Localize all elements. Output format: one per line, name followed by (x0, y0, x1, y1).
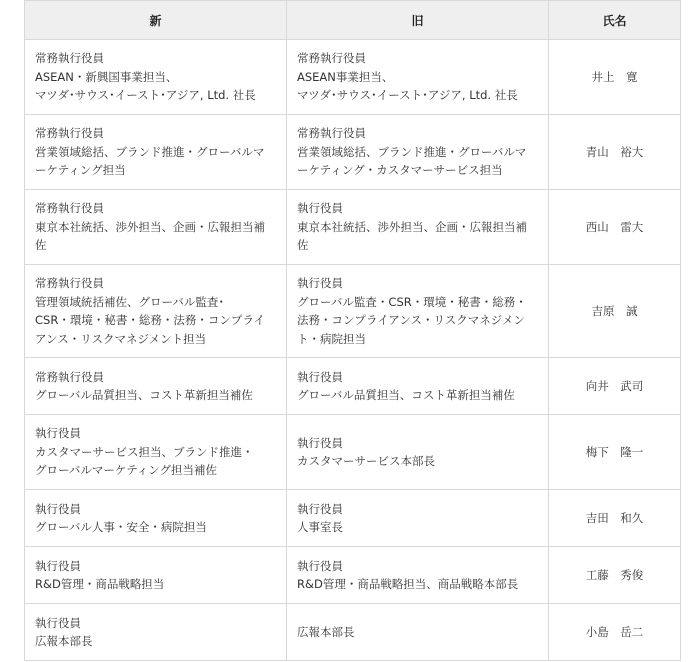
position-line: 広報本部長 (35, 634, 93, 648)
cell-new-position (25, 415, 287, 490)
position-line: アンス・リスクマネジメント担当 (35, 331, 207, 346)
position-line: ト・病院担当 (297, 331, 366, 346)
position-line: 執行役員 (297, 276, 343, 290)
position-line: グローバル人事・安全・病院担当 (35, 520, 207, 534)
cell-person-name: 吉原 誠 (549, 265, 681, 358)
position-line: 常務執行役員 (297, 126, 366, 141)
position-line: ASEAN・新興国事業担当、 (35, 69, 178, 84)
table-row (25, 358, 681, 415)
cell-person-name: 向井 武司 (549, 358, 681, 415)
cell-new-position (25, 265, 287, 358)
cell-old-position (287, 604, 549, 661)
position-line: 佐 (35, 238, 47, 253)
position-line: 執行役員 (297, 369, 343, 384)
cell-person-name: 工藤 秀俊 (549, 547, 681, 604)
cell-new-position (25, 490, 287, 547)
position-line: グローバルマーケティング担当補佐 (35, 463, 218, 478)
table-row (25, 115, 681, 190)
cell-new-position (25, 40, 287, 115)
position-line: R&D管理・商品戦略担当、商品戦略本部長 (297, 577, 519, 591)
position-line: 東京本社統括、渉外担当、企画・広報担当補 (297, 219, 527, 234)
cell-new-position (25, 358, 287, 415)
position-line: 執行役員 (35, 426, 81, 441)
position-line: ASEAN事業担当、 (297, 69, 394, 84)
cell-person-name: 小島 岳二 (549, 604, 681, 661)
cell-old-position (287, 265, 549, 358)
appointments-table (24, 0, 681, 661)
table-row (25, 490, 681, 547)
position-line: グローバル監査・CSR・環境・秘書・総務・ (297, 294, 527, 309)
header-new: 新 (25, 1, 287, 40)
cell-old-position (287, 40, 549, 115)
position-line: 常務執行役員 (35, 51, 104, 66)
position-line: 執行役員 (297, 501, 343, 516)
cell-new-position (25, 604, 287, 661)
position-line: マツダ･サウス･イースト･アジア, Ltd. 社長 (297, 88, 518, 103)
cell-person-name: 梅下 隆一 (549, 415, 681, 490)
position-line: 常務執行役員 (297, 51, 366, 66)
header-row (25, 1, 681, 40)
position-line: 常務執行役員 (35, 369, 104, 384)
position-line: 広報本部長 (297, 624, 355, 639)
cell-person-name: 吉田 和久 (549, 490, 681, 547)
header-name: 氏名 (549, 1, 681, 40)
position-line: グローバル品質担当、コスト革新担当補佐 (297, 388, 515, 402)
cell-old-position (287, 190, 549, 265)
position-line: 人事室長 (297, 520, 343, 534)
position-line: CSR・環境・秘書・総務・法務・コンプライ (35, 313, 265, 327)
position-line: 常務執行役員 (35, 276, 104, 290)
position-line: カスタマーサービス担当、ブランド推進・ (35, 444, 254, 459)
position-line: 佐 (297, 238, 309, 253)
position-line: R&D管理・商品戦略担当 (35, 577, 165, 591)
position-line: 常務執行役員 (35, 126, 104, 141)
table-row (25, 265, 681, 358)
position-line: 法務・コンプライアンス・リスクマネジメン (297, 313, 525, 327)
position-line: 東京本社統括、渉外担当、企画・広報担当補 (35, 219, 265, 234)
position-line: 営業領域総括、ブランド推進・グローバルマ (297, 144, 527, 159)
position-line: グローバル品質担当、コスト革新担当補佐 (35, 388, 253, 402)
position-line: マツダ･サウス･イースト･アジア, Ltd. 社長 (35, 88, 256, 103)
table-body (25, 40, 681, 661)
cell-new-position (25, 547, 287, 604)
position-line: 執行役員 (297, 558, 343, 573)
cell-old-position (287, 490, 549, 547)
position-line: 営業領域総括、ブランド推進・グローバルマ (35, 144, 265, 159)
table-row (25, 604, 681, 661)
cell-old-position (287, 115, 549, 190)
cell-person-name: 西山 雷大 (549, 190, 681, 265)
position-line: 執行役員 (297, 435, 343, 450)
position-line: 執行役員 (297, 201, 343, 216)
position-line: 管理領域統括補佐、グローバル監査･ (35, 294, 225, 309)
cell-old-position (287, 358, 549, 415)
cell-old-position (287, 415, 549, 490)
table-row (25, 40, 681, 115)
cell-new-position (25, 115, 287, 190)
header-old: 旧 (287, 1, 549, 40)
cell-new-position (25, 190, 287, 265)
table-row (25, 190, 681, 265)
cell-person-name: 青山 裕大 (549, 115, 681, 190)
position-line: 執行役員 (35, 558, 81, 573)
cell-old-position (287, 547, 549, 604)
appointments-table-container (24, 0, 680, 661)
position-line: 執行役員 (35, 501, 81, 516)
position-line: 執行役員 (35, 615, 81, 630)
position-line: 常務執行役員 (35, 201, 104, 216)
cell-person-name: 井上 寛 (549, 40, 681, 115)
position-line: ーケティング・カスタマーサービス担当 (297, 163, 503, 178)
position-line: カスタマーサービス本部長 (297, 454, 435, 468)
position-line: ーケティング担当 (35, 163, 126, 178)
table-row (25, 547, 681, 604)
table-row (25, 415, 681, 490)
